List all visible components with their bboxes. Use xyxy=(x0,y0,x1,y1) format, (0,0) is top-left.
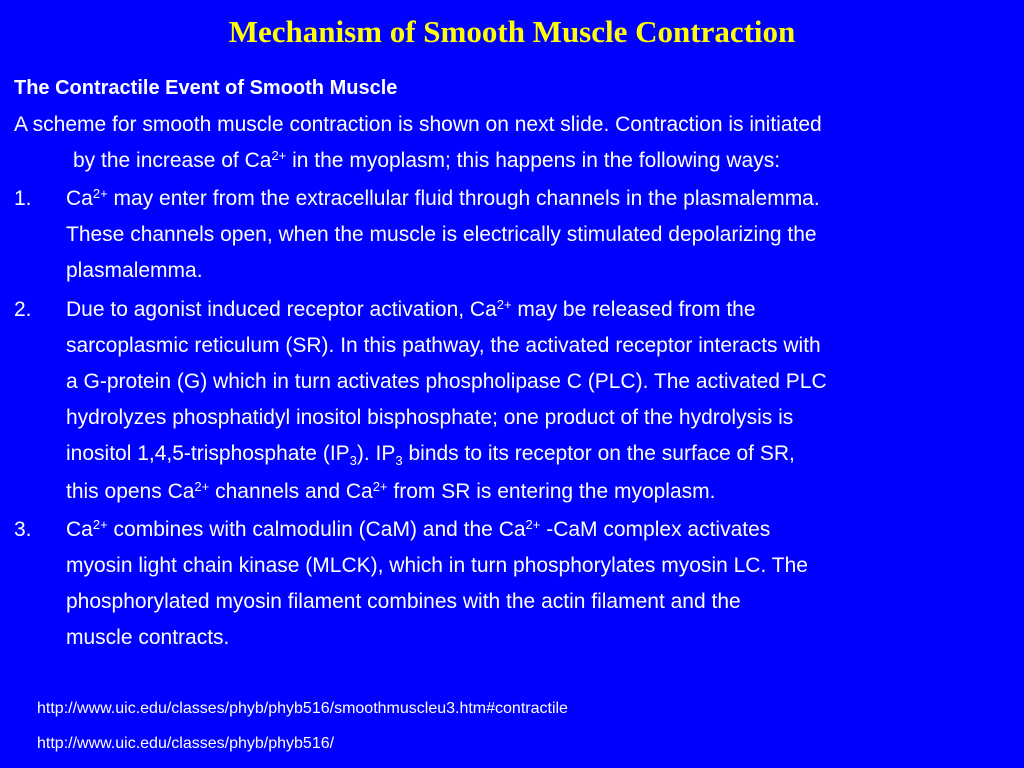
item-text: channels and Ca xyxy=(209,480,373,503)
subscript: 3 xyxy=(349,453,357,468)
item-text: inositol 1,4,5-trisphosphate (IP xyxy=(66,442,350,465)
superscript: 2+ xyxy=(92,517,108,532)
item-text: Ca xyxy=(66,187,93,210)
superscript: 2+ xyxy=(525,517,541,532)
item-number-3: 3. xyxy=(14,518,32,541)
section-heading: The Contractile Event of Smooth Muscle xyxy=(14,77,398,99)
item-text: may be released from the xyxy=(511,298,756,321)
subscript: 3 xyxy=(395,453,403,468)
item2-line-4: hydrolyzes phosphatidyl inositol bisphosphate; one product of the hydrolysis is xyxy=(66,406,794,429)
item2-line-5 xyxy=(66,441,795,467)
item-text: combines with calmodulin (CaM) and the Ca xyxy=(107,518,526,541)
item-text: may enter from the extracellular fluid through channels in the plasmalemma. xyxy=(107,187,820,210)
item3-line-4: muscle contracts. xyxy=(66,626,230,649)
item-number-2: 2. xyxy=(14,298,32,321)
superscript: 2+ xyxy=(372,479,388,494)
item-text: ). IP xyxy=(356,442,396,465)
item2-line-3: a G-protein (G) which in turn activates phospholipase C (PLC). The activated PLC xyxy=(66,370,827,393)
superscript: 2+ xyxy=(92,186,108,201)
item2-line-1 xyxy=(66,297,756,323)
item3-line-1 xyxy=(66,517,770,543)
item1-line-3: plasmalemma. xyxy=(66,259,203,282)
intro-line-1: A scheme for smooth muscle contraction is shown on next slide. Contraction is initiated xyxy=(14,113,822,136)
superscript: 2+ xyxy=(496,297,512,312)
item-text: from SR is entering the myoplasm. xyxy=(387,480,716,503)
item3-line-2: myosin light chain kinase (MLCK), which in turn phosphorylates myosin LC. The xyxy=(66,554,808,577)
item-text: Due to agonist induced receptor activation, Ca xyxy=(66,298,497,321)
item-text: this opens Ca xyxy=(66,480,195,503)
item2-line-6 xyxy=(66,479,715,505)
item1-line-2: These channels open, when the muscle is electrically stimulated depolarizing the xyxy=(66,223,817,246)
item1-line-1 xyxy=(66,186,820,212)
item2-line-2: sarcoplasmic reticulum (SR). In this pathway, the activated receptor interacts with xyxy=(66,334,821,357)
intro-line-2 xyxy=(73,148,780,174)
item-text: -CaM complex activates xyxy=(540,518,771,541)
item-text: Ca xyxy=(66,518,93,541)
superscript: 2+ xyxy=(194,479,210,494)
item-text: binds to its receptor on the surface of SR, xyxy=(402,442,795,465)
intro-text: in the myoplasm; this happens in the following ways: xyxy=(286,149,781,172)
reference-link-2[interactable]: http://www.uic.edu/classes/phyb/phyb516/ xyxy=(37,735,335,752)
intro-text: by the increase of Ca xyxy=(73,149,272,172)
superscript: 2+ xyxy=(271,148,287,163)
slide-title: Mechanism of Smooth Muscle Contraction xyxy=(228,14,796,49)
item-number-1: 1. xyxy=(14,187,32,210)
item3-line-3: phosphorylated myosin filament combines with the actin filament and the xyxy=(66,590,741,613)
reference-link-1[interactable]: http://www.uic.edu/classes/phyb/phyb516/smoothmuscleu3.htm#contractile xyxy=(37,700,568,717)
